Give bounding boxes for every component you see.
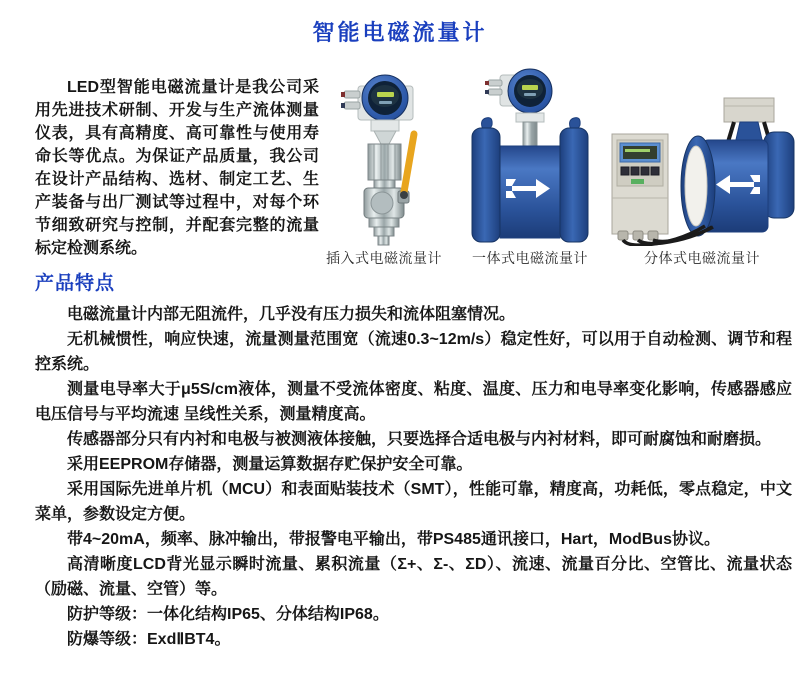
valve-handle [404,134,414,192]
left-flange [472,128,500,242]
feature-item: 防爆等级：ExdⅡBT4。 [67,631,231,648]
caption-integrated: 一体式电磁流量计 [472,252,588,267]
integrated-flowmeter-image [452,58,608,246]
converter-box [612,134,668,240]
feature-item: 带4~20mA，频率、脉冲输出，带报警电平输出，带PS485通讯接口，Hart，ModBus协议。 [67,531,720,548]
right-flange [560,128,588,242]
features-section [35,268,792,652]
intro-paragraph: LED型智能电磁流量计是我公司采用先进技术研制、开发与生产流体测量仪表，具有高精度、高可靠性与使用寿命长等优点。为保证产品质量，我公司在设计产品结构、选材、制定工艺、生产装备与出厂测试等过程中，对每个环节细致研究与控制，并配套完整的流量标定检测系统。 [35,79,319,257]
insertion-flowmeter-image [318,58,450,246]
feature-item: 传感器部分只有内衬和电极与被测液体接触，只要选择合适电极与内衬材料，即可耐腐蚀和耐磨损。 [67,431,772,448]
feature-item: 无机械惯性，响应快速，流量测量范围宽（流速0.3~12m/s）稳定性好，可以用于自动检测、调节和程控系统。 [35,331,792,373]
page-title: 智能电磁流量计 [312,20,488,45]
caption-insertion: 插入式电磁流量计 [326,252,442,267]
transmitter-head [508,69,552,152]
feature-item: 测量电导率大于μ5S/cm液体，测量不受流体密度、粘度、温度、压力和电导率变化影响，传感器感应电压信号与平均流速 呈线性关系，测量精度高。 [35,381,792,423]
feature-item: 电磁流量计内部无阻流件，几乎没有压力损失和流体阻塞情况。 [67,306,516,323]
feature-item: 高清晰度LCD背光显示瞬时流量、累积流量（Σ+、Σ-、ΣD）、流速、流量百分比、空管比、流量状态（励磁、流量、空管）等。 [35,556,792,598]
valve-stem [368,120,401,188]
feature-item: 防护等级：一体化结构IP65、分体结构IP68。 [67,606,389,623]
feature-item: 采用国际先进单片机（MCU）和表面贴装技术（SMT），性能可靠，精度高，功耗低，零点稳定，中文菜单，参数设定方便。 [35,481,792,523]
probe-fittings [369,218,399,245]
features-heading: 产品特点 [35,273,116,294]
cable-glands [618,231,658,240]
indicator-label [631,179,644,184]
product-figure-split [606,58,798,268]
transmitter-head [362,75,408,121]
product-figure-insertion [318,58,450,268]
feature-item: 采用EEPROM存储器，测量运算数据存贮保护安全可靠。 [67,456,473,473]
caption-split: 分体式电磁流量计 [644,252,760,267]
split-flowmeter-image [606,58,798,246]
product-figure-integrated [452,58,608,268]
